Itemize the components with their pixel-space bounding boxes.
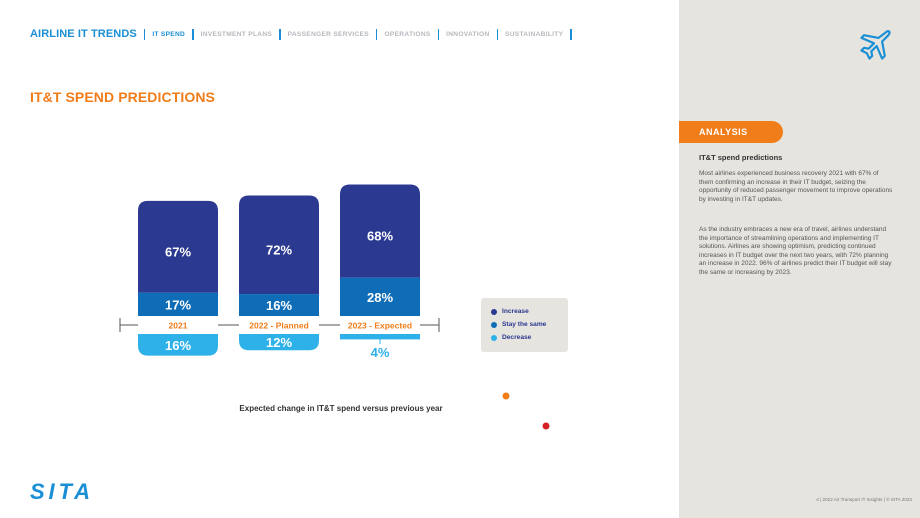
nav-innovation[interactable]: INNOVATION [446, 30, 490, 38]
data-label-decrease: 16% [164, 337, 192, 353]
legend-item-decrease [491, 334, 531, 341]
airplane-icon [856, 28, 892, 64]
legend-dot-stay-same [491, 322, 497, 328]
nav-it-spend[interactable]: IT SPEND [152, 30, 186, 38]
page-footer: 4 | 2022 Air Transport IT Insights | © SITA 2023 [816, 497, 912, 502]
data-label-stay-same: 28% [366, 289, 394, 305]
legend-label: Decrease [502, 334, 532, 341]
legend-dot-increase [491, 309, 497, 315]
category-label: 2022 - Planned [249, 320, 309, 331]
page-title: IT&T SPEND PREDICTIONS [30, 89, 215, 105]
legend-item-stay-same [491, 321, 546, 328]
data-label-decrease: 12% [265, 335, 293, 351]
decorative-dot-orange [503, 393, 510, 400]
analysis-subtitle: IT&T spend predictions [699, 153, 783, 162]
analysis-tab[interactable]: ANALYSIS [679, 121, 783, 143]
nav-investment-plans[interactable]: INVESTMENT PLANS [200, 30, 273, 38]
nav-sustainability[interactable]: SUSTAINABILITY [505, 30, 564, 38]
sita-logo [30, 480, 92, 502]
analysis-paragraph: Most airlines experienced business recovery 2021 with 67% of them confirming an increase in their IT budget, seizing the opportunity of reduced passenger movement to improve operations by investing in IT&T updates. [699, 170, 893, 203]
legend-label: Stay the same [502, 321, 547, 328]
data-label-stay-same: 17% [164, 297, 192, 313]
category-label: 2021 [168, 320, 188, 331]
data-label-increase: 68% [366, 228, 394, 244]
legend-dot-decrease [491, 335, 497, 341]
nav-operations[interactable]: OPERATIONS [384, 30, 431, 38]
data-label-increase: 72% [265, 242, 293, 258]
data-label-stay-same: 16% [265, 298, 293, 314]
data-label-decrease: 4% [370, 345, 390, 360]
category-label: 2023 - Expected [347, 320, 413, 331]
decorative-dot-red [543, 423, 550, 430]
nav-passenger-services[interactable]: PASSENGER SERVICES [287, 30, 369, 38]
chart-caption: Expected change in IT&T spend versus previous year [239, 404, 443, 413]
analysis-paragraph: As the industry embraces a new era of travel, airlines understand the importance of streamlining operations and implementing IT solutions. Airlines are showing optimism, predicting continued increases in IT budget over the next two years, with 72% planning an increase in 2022. 96% of airlines predict their IT budget will stay the same or increasing by 2023. [699, 226, 892, 276]
data-label-increase: 67% [164, 244, 192, 260]
brand-title[interactable]: AIRLINE IT TRENDS [30, 28, 137, 40]
legend-item-increase [491, 308, 529, 315]
legend-label: Increase [502, 308, 529, 315]
chart-legend [481, 298, 568, 352]
bar-decrease [340, 334, 420, 339]
sita-logo-text: SITA [30, 480, 90, 502]
